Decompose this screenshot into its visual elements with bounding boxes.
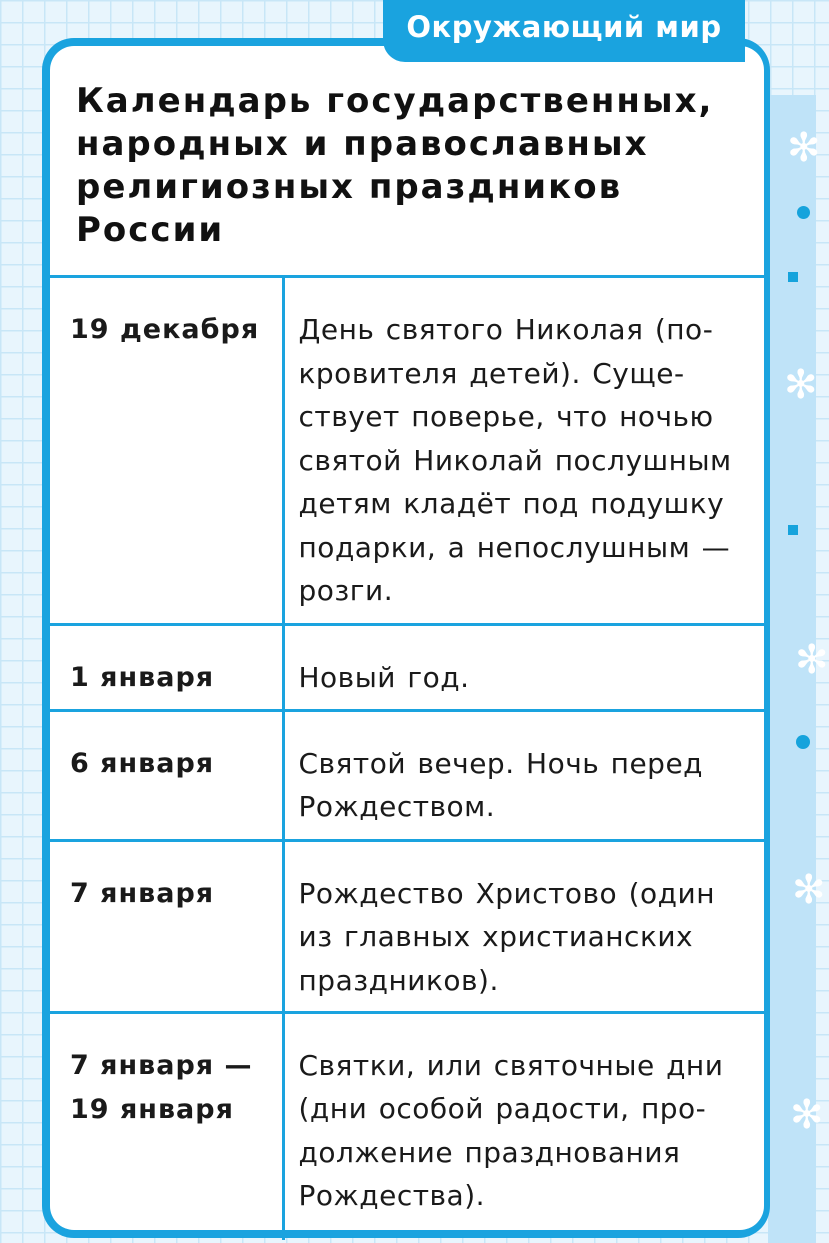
snowflake-icon: ✻ — [792, 867, 826, 913]
holiday-description: Рождество Христово (один из главных христианских праздников). — [283, 840, 764, 1012]
square-icon — [788, 525, 798, 535]
holiday-description: День святого Николая (по- кровителя детей). Суще- ствует поверье, что ночью святой Николай послушным детям кладёт под подушку подарки, а непослушным — розги. — [283, 278, 764, 624]
dot-icon — [796, 735, 810, 749]
holiday-date: 1 января — [50, 624, 283, 710]
table-row — [50, 1012, 764, 1240]
table-row — [50, 278, 764, 624]
subject-tab: Окружающий мир — [383, 0, 745, 62]
card-content — [50, 46, 764, 1230]
snowflake-icon: ✻ — [787, 125, 821, 171]
holiday-description: Святки, или святочные дни (дни особой радости, про- должение празднования Рождества). — [298, 1048, 724, 1212]
table-row — [50, 840, 764, 1012]
card-title: Календарь государственных, народных и православных религиозных праздников России — [76, 81, 714, 250]
table-row — [50, 624, 764, 710]
holiday-date: 19 декабря — [50, 278, 283, 624]
holiday-description: Святой вечер. Ночь перед Рождеством. — [283, 710, 764, 840]
table-row — [50, 710, 764, 840]
holiday-description: Новый год. — [283, 624, 764, 710]
holiday-date: 7 января — 19 января — [50, 1012, 283, 1240]
square-icon — [788, 272, 798, 282]
holiday-calendar-card — [42, 38, 770, 1238]
holiday-table — [50, 278, 764, 1240]
snowflake-icon: ✻ — [795, 637, 829, 683]
holiday-date: 7 января — [50, 840, 283, 1012]
snowflake-icon: ✻ — [784, 362, 818, 408]
holiday-date: 6 января — [50, 710, 283, 840]
snowflake-icon: ✻ — [790, 1092, 824, 1138]
dot-icon — [797, 206, 810, 219]
title-section — [50, 46, 764, 278]
